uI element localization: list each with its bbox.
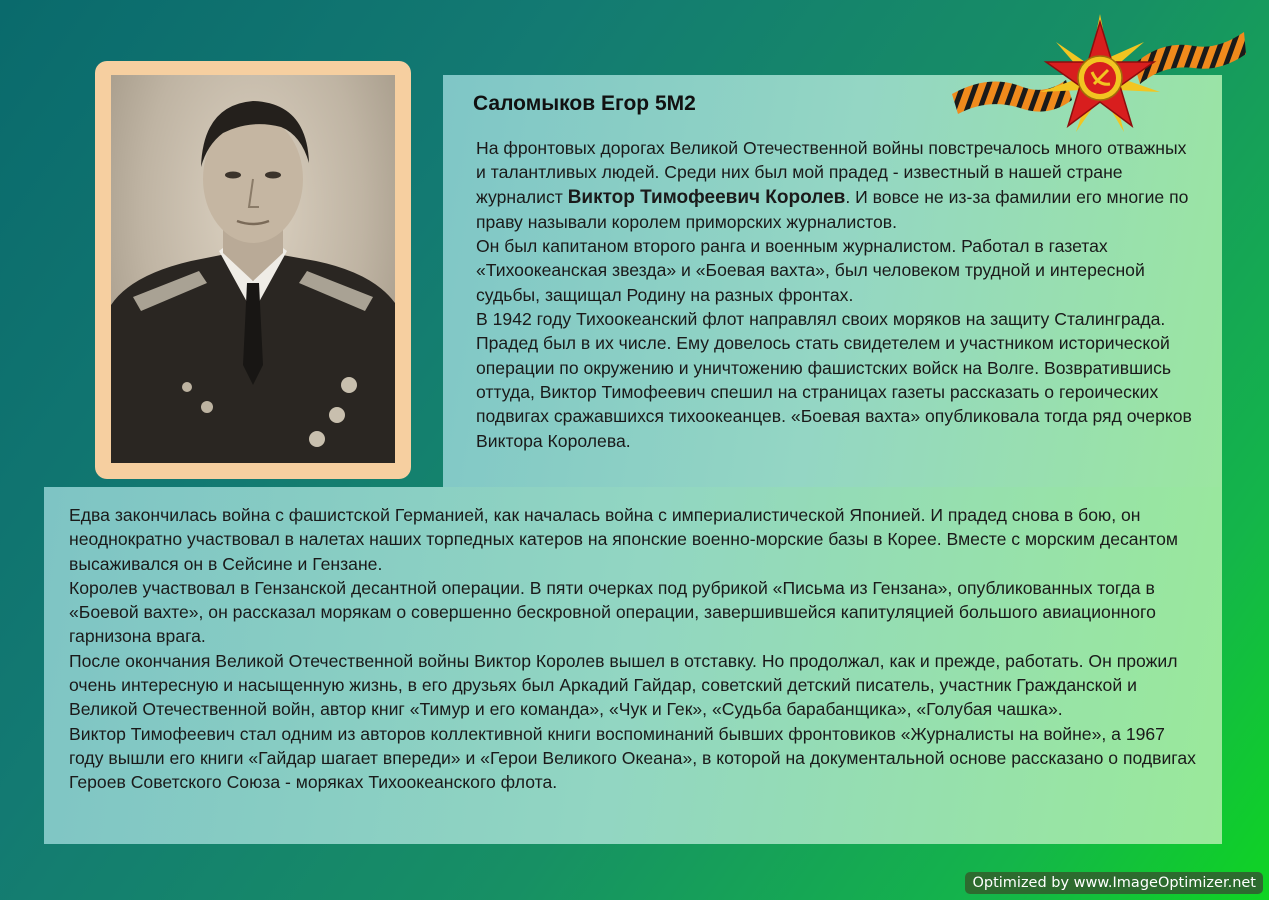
portrait-illustration [111,75,395,463]
intro-name-bold: Виктор Тимофеевич Королев [567,186,846,208]
paragraph: Королев участвовал в Гензанской десантной операции. В пяти очерках под рубрикой «Письма из Гензана», опубликованных тогда в «Боевой вахте», он рассказал морякам о совершенно бескровной операции, завершившейся капитуляцией большого авиационного гарнизона врага. [69,577,1156,647]
intro-text-part2: . И вовсе не из-за фамилии его многие по праву называли королем приморских журналистов. [476,186,1189,232]
intro-text-part1: На фронтовых дорогах Великой Отечественной войны повстречалось много отважных и талантливых людей. Среди них был мой прадед - известный в нашей стране журналист [476,138,1187,207]
portrait-frame [95,61,411,479]
article-text-bottom [69,503,1199,795]
article-text-top [476,136,1196,453]
intro-paragraph [476,136,1196,234]
paragraph: После окончания Великой Отечественной войны Виктор Королев вышел в отставку. Но продолжал, как и прежде, работать. Он прожил очень интересную и насыщенную жизнь, в его друзьях был Аркадий Гайдар, советский детский писатель, участник Гражданской и Великой Отечественной войн, автор книг «Тимур и его команда», «Чук и Гек», «Судьба барабанщика», «Голубая чашка». [69,650,1178,720]
paragraph: В 1942 году Тихоокеанский флот направлял своих моряков на защиту Сталинграда. Прадед был в их числе. Ему довелось стать свидетелем и участником исторической операции по окружению и уничтожению фашистских войск на Волге. Возвратившись оттуда, Виктор Тимофеевич спешил на страницах газеты рассказать о героических подвигах сражавшихся тихоокеанцев. «Боевая вахта» опубликовала тогда ряд очерков Виктора Королева. [476,309,1192,451]
page-title: Саломыков Егор 5М2 [473,92,696,115]
portrait-photo [111,75,395,463]
paragraph: Виктор Тимофеевич стал одним из авторов коллективной книги воспоминаний бывших фронтовиков «Журналисты на войне», а 1967 году вышли его книги «Гайдар шагает впереди» и «Герои Великого Океана», в которой на документальной основе рассказано о подвигах Героев Советского Союза - моряках Тихоокеанского флота. [69,723,1196,793]
order-star-ribbon-icon [948,14,1248,140]
paragraph: Едва закончилась война с фашистской Германией, как началась война с империалистической Японией. И прадед снова в бою, он неоднократно участвовал в налетах наших торпедных катеров на японские военно-морские базы в Корее. Вместе с морским десантом высаживался он в Сейсине и Гензане. [69,505,1179,574]
watermark-badge: Optimized by www.ImageOptimizer.net [965,872,1263,894]
paragraph: Он был капитаном второго ранга и военным журналистом. Работал в газетах «Тихоокеанская звезда» и «Боевая вахта», был человеком трудной и интересной судьбы, защищал Родину на разных фронтах. [476,236,1145,305]
